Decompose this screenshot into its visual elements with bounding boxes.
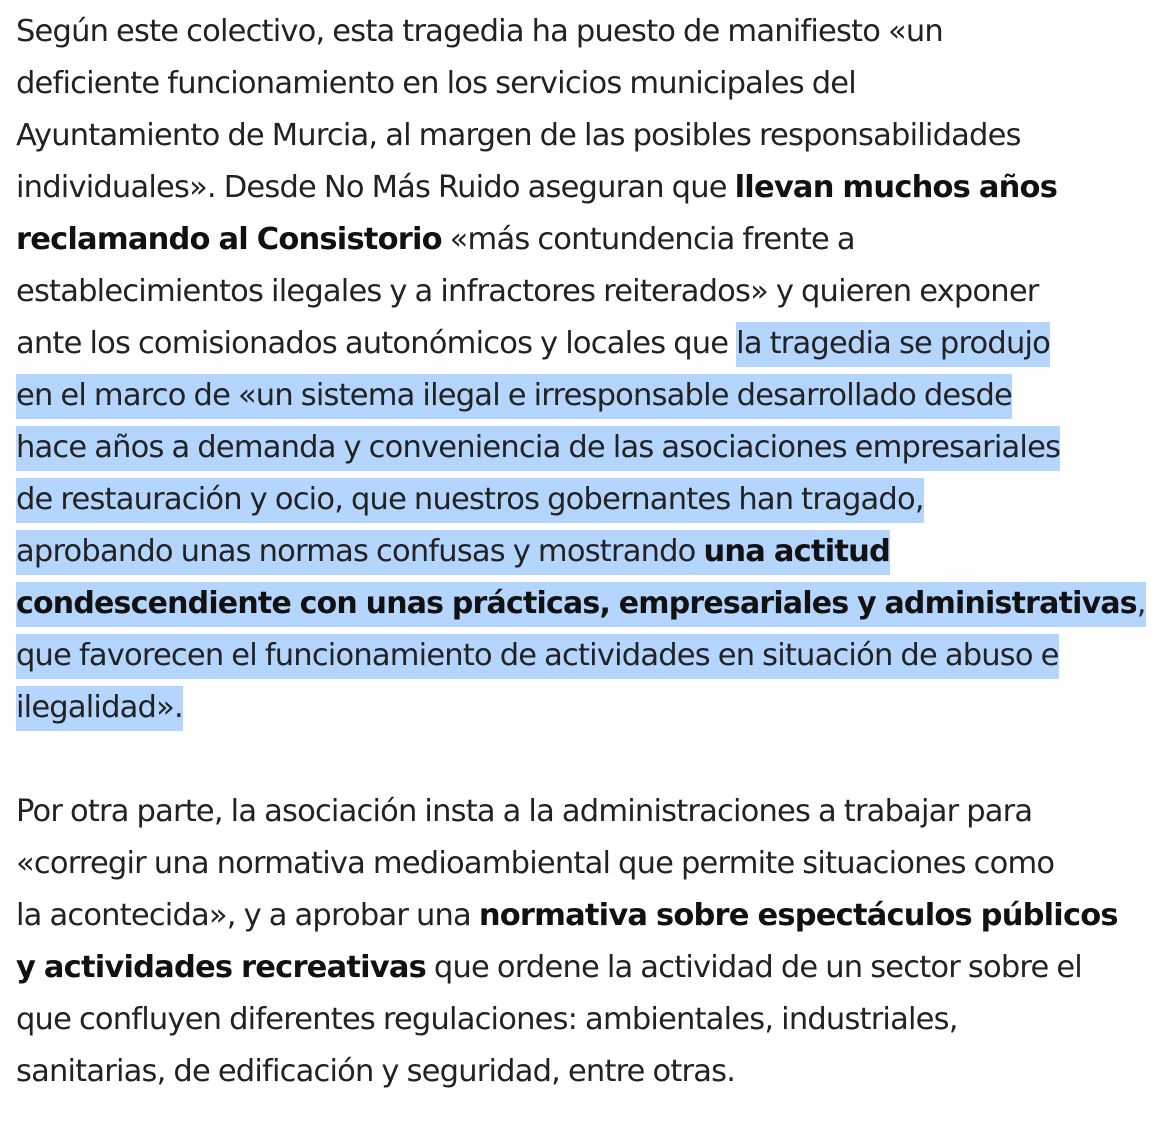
paragraph-2 (16, 786, 1146, 1098)
text-line: establecimientos ilegales y a infractores reiterados» y quieren exponer (16, 274, 1039, 309)
text-line: Ayuntamiento de Murcia, al margen de las posibles responsabilidades (16, 118, 1021, 153)
text-line: «corregir una normativa medioambiental que permite situaciones como (16, 846, 1055, 881)
bold-phrase: reclamando al Consistorio (16, 222, 442, 257)
text-line (16, 630, 1146, 682)
text-line (16, 474, 1146, 526)
article-body (16, 6, 1146, 1098)
text-line (16, 682, 1146, 734)
highlighted-selection[interactable]: ilegalidad». (16, 686, 183, 731)
highlighted-selection[interactable] (16, 530, 890, 575)
text-run: aprobando unas normas confusas y mostrando (16, 534, 704, 569)
highlighted-selection[interactable]: en el marco de «un sistema ilegal e irresponsable desarrollado desde (16, 374, 1012, 419)
bold-phrase: condescendiente con unas prácticas, empresariales y administrativas (16, 586, 1137, 621)
text-line: Según este colectivo, esta tragedia ha puesto de manifiesto «un (16, 14, 943, 49)
paragraph-1 (16, 6, 1146, 734)
text-run: , (1136, 586, 1146, 621)
text-line: que confluyen diferentes regulaciones: ambientales, industriales, (16, 1002, 958, 1037)
highlighted-selection[interactable]: hace años a demanda y conveniencia de las asociaciones empresariales (16, 426, 1060, 471)
text-line (16, 370, 1146, 422)
text-line (16, 422, 1146, 474)
text-line: sanitarias, de edificación y seguridad, entre otras. (16, 1054, 736, 1089)
highlighted-selection[interactable]: de restauración y ocio, que nuestros gobernantes han tragado, (16, 478, 924, 523)
text-line (16, 890, 1146, 942)
text-run: individuales». Desde No Más Ruido aseguran que (16, 170, 735, 205)
text-run: que ordene la actividad de un sector sobre el (426, 950, 1082, 985)
bold-phrase: una actitud (703, 534, 891, 569)
text-line: deficiente funcionamiento en los servicios municipales del (16, 66, 856, 101)
highlighted-selection[interactable]: que favorecen el funcionamiento de actividades en situación de abuso e (16, 634, 1059, 679)
text-line: Por otra parte, la asociación insta a la administraciones a trabajar para (16, 794, 1033, 829)
text-line (16, 526, 1146, 578)
bold-phrase: llevan muchos años (734, 170, 1058, 205)
text-line (16, 578, 1146, 630)
text-run: ante los comisionados autonómicos y locales que (16, 326, 737, 361)
highlighted-selection[interactable] (16, 582, 1146, 627)
text-line (16, 942, 1146, 994)
text-run: «más contundencia frente a (441, 222, 855, 257)
highlighted-selection[interactable]: la tragedia se produjo (736, 322, 1050, 367)
text-line (16, 318, 1146, 370)
bold-phrase: normativa sobre espectáculos públicos (478, 898, 1118, 933)
text-line (16, 162, 1146, 214)
text-run: la acontecida», y a aprobar una (16, 898, 479, 933)
text-line (16, 214, 1146, 266)
bold-phrase: y actividades recreativas (16, 950, 427, 985)
